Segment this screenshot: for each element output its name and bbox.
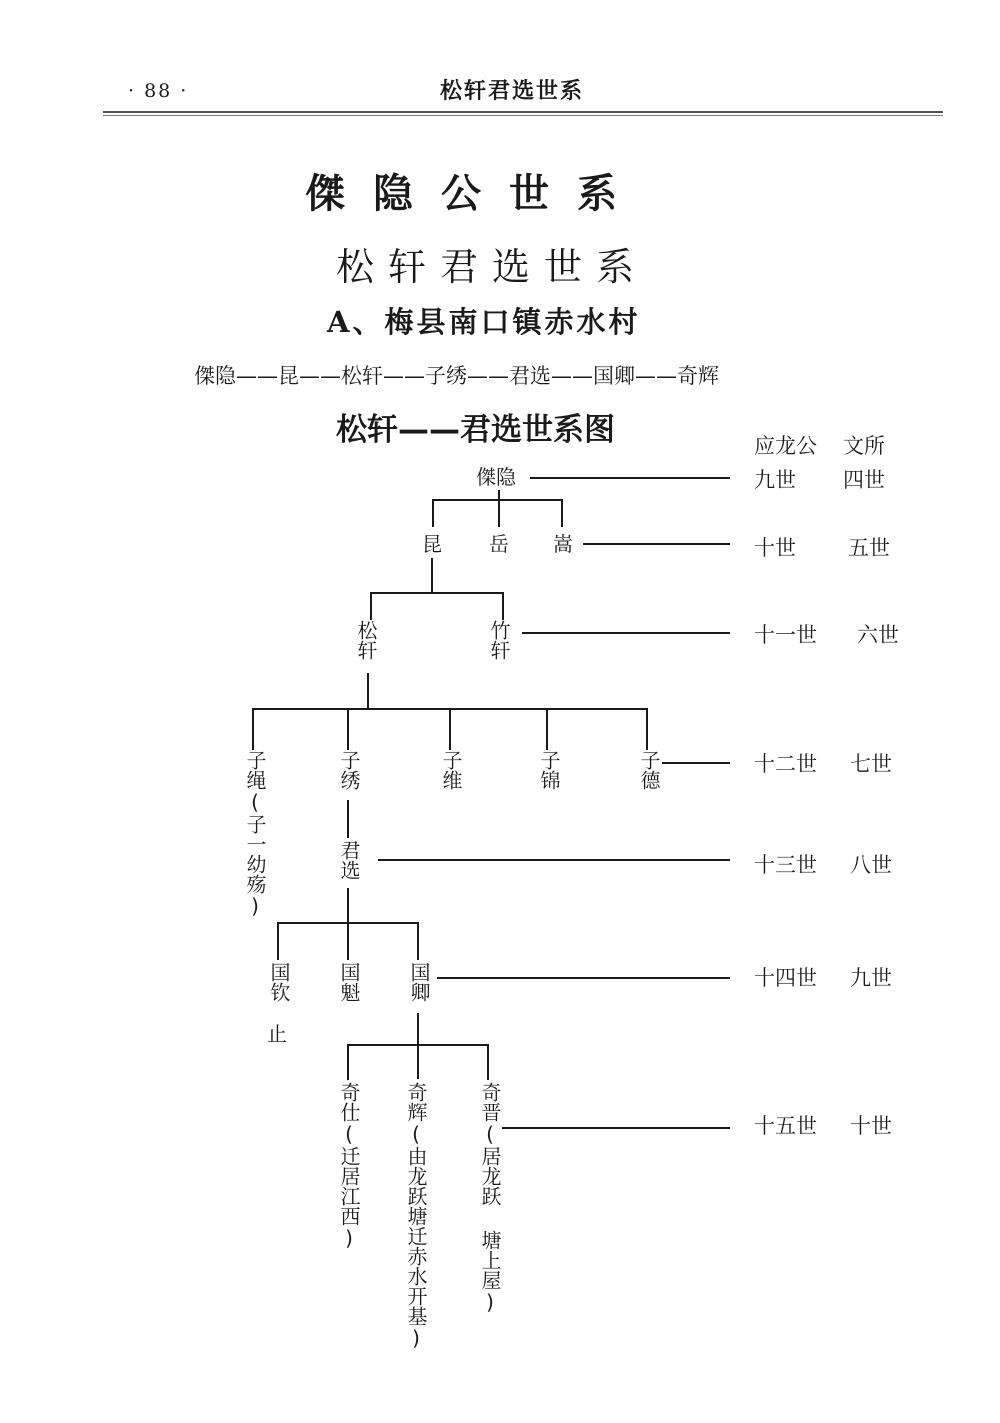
- tree-node-g9: 傑隐: [476, 465, 516, 489]
- tree-node-g15: 奇仕(迁居江西): [337, 1082, 361, 1250]
- generation-connector: [502, 1127, 730, 1129]
- generation-connector: [437, 977, 730, 979]
- generation-connector: [662, 762, 730, 764]
- tree-node-g10: 岳: [489, 532, 509, 556]
- tree-line: [347, 1044, 349, 1080]
- tree-line: [417, 1013, 419, 1079]
- generation-connector: [522, 632, 730, 634]
- page-number: · 88 ·: [128, 80, 189, 102]
- tree-node-g14: 国卿: [407, 962, 431, 1002]
- tree-line: [417, 922, 419, 960]
- tree-node-g15: 奇辉(由龙跃塘迁赤水开基): [404, 1082, 428, 1350]
- tree-node-g14: 国钦: [267, 962, 291, 1002]
- tree-line: [370, 592, 372, 620]
- tree-node-g12: 子德: [637, 750, 661, 790]
- gen-label-yinglong: 九世: [754, 468, 796, 492]
- tree-node-g12: 子维: [439, 750, 463, 790]
- place-title: A、梅县南口镇赤水村: [327, 305, 641, 339]
- generation-connector: [530, 477, 730, 479]
- tree-line: [546, 708, 548, 750]
- gen-label-wensuo: 四世: [843, 468, 885, 492]
- gen-label-yinglong: 十二世: [754, 752, 817, 776]
- tree-node-g12: 子锦: [537, 750, 561, 790]
- tree-line: [561, 499, 563, 527]
- gen-label-yinglong: 十一世: [754, 623, 817, 647]
- gen-label-yinglong: 十五世: [754, 1114, 817, 1138]
- tree-node-g12: 子绣: [337, 750, 361, 790]
- gen-label-wensuo: 九世: [850, 966, 892, 990]
- tree-line: [347, 888, 349, 923]
- tree-line: [432, 499, 434, 527]
- tree-node-g14: 国魁: [337, 962, 361, 1002]
- column-header-yinglong: 应龙公: [754, 434, 817, 458]
- tree-node-g10: 嵩: [553, 532, 573, 556]
- tree-line: [347, 800, 349, 838]
- gen-label-wensuo: 五世: [848, 536, 890, 560]
- sub-title: 松轩君选世系: [336, 245, 649, 289]
- tree-line: [498, 499, 500, 527]
- line-ended-note: 止: [267, 1022, 287, 1046]
- gen-label-wensuo: 十世: [850, 1114, 892, 1138]
- header-rule: [103, 111, 943, 113]
- tree-line: [487, 1044, 489, 1080]
- gen-label-yinglong: 十四世: [754, 966, 817, 990]
- column-header-wensuo: 文所: [843, 434, 885, 458]
- tree-line: [252, 708, 254, 750]
- gen-label-yinglong: 十世: [754, 536, 796, 560]
- tree-node-g12: 子绳(子一幼殇): [243, 750, 267, 918]
- tree-line: [449, 708, 451, 750]
- tree-node-g11: 竹轩: [487, 620, 511, 660]
- header-rule-thin: [103, 115, 943, 116]
- tree-line: [347, 922, 349, 960]
- main-title: 傑隐公世系: [305, 171, 645, 217]
- tree-line: [367, 673, 369, 709]
- tree-line: [502, 592, 504, 620]
- generation-connector: [378, 859, 730, 861]
- tree-node-g11: 松轩: [354, 620, 378, 660]
- tree-line: [347, 1044, 489, 1046]
- chart-title: 松轩——君选世系图: [336, 412, 615, 448]
- generation-connector: [583, 543, 730, 545]
- tree-line: [646, 708, 648, 750]
- gen-label-wensuo: 七世: [850, 752, 892, 776]
- tree-node-g15: 奇晋(居龙跃 塘上屋): [478, 1082, 502, 1314]
- tree-node-g10: 昆: [422, 532, 442, 556]
- gen-label-yinglong: 十三世: [754, 853, 817, 877]
- tree-line: [370, 592, 504, 594]
- tree-line: [277, 922, 279, 960]
- tree-line: [431, 558, 433, 593]
- tree-line: [347, 708, 349, 750]
- gen-label-wensuo: 六世: [857, 623, 899, 647]
- lineage-line: 傑隐——昆——松轩——子绣——君选——国卿——奇辉: [194, 364, 719, 388]
- gen-label-wensuo: 八世: [850, 853, 892, 877]
- tree-node-g13: 君选: [337, 840, 361, 880]
- running-title: 松轩君选世系: [440, 78, 585, 104]
